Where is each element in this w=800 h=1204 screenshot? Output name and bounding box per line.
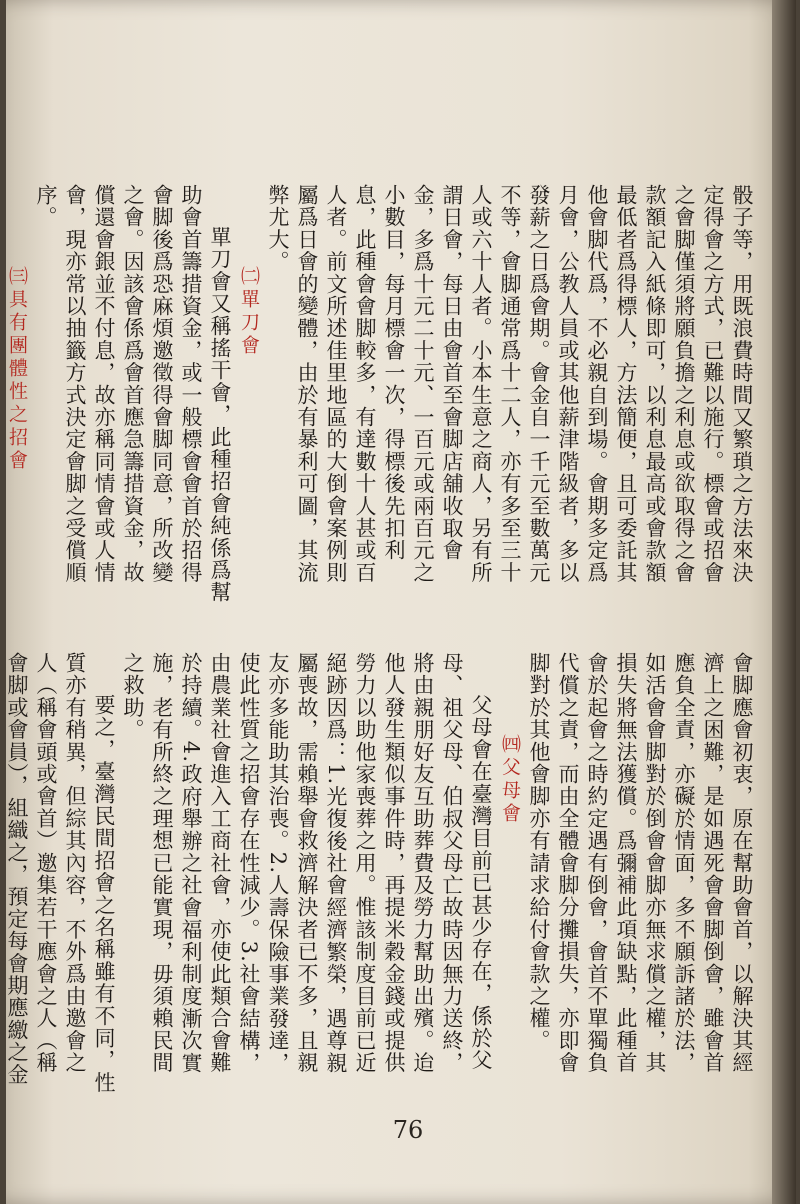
section-heading: ㈢具有團體性之招會 bbox=[6, 266, 28, 473]
lower-text-block bbox=[5, 652, 756, 1094]
paragraph bbox=[0, 184, 2, 604]
page-number: 76 bbox=[392, 1116, 424, 1144]
section-heading: ㈡單刀會 bbox=[238, 266, 260, 358]
section-heading: ㈣父母會 bbox=[499, 734, 521, 826]
book-spine bbox=[772, 0, 796, 1204]
paragraph: 骰子等，用既浪費時間又繁瑣之方法來決定得會之方式，已難以施行。標會或招會之會脚僅須將願負擔之利息或欲取得之會款額記入紙條即可，以利息最高或會款額最低者爲得標人，方法簡便，且可委託其他會脚代爲，不必親自到場。會期多定爲月會，公教人員或其他薪津階級者，多以發薪之日爲會期。會金自一千元至數萬元不等，會脚通常爲十二人，亦有多至三十人或六十人者。小本生意之商人，另有所謂日會，每日由會首至會脚店舖收取會金，多爲十元二十元、一百元或兩百元之小數目，每月標會一次，得標後先扣利息，此種會會脚較多，有達數十人甚或百人者。前文所述佳里地區的大倒會案例則屬爲日會的變體，由於有暴利可圖，其流弊尤大。 bbox=[266, 184, 754, 584]
paragraph: 單刀會又稱搖干會，此種招會純係爲幫助會首籌措資金，或一般標會會首於招得會脚後爲恐麻煩邀徵得會脚同意，所改變之會。因該會係爲會首應急籌措資金，故償還會銀並不付息，故亦稱同情會或人情會，現亦常以抽籤方式決定會脚之受償順序。 bbox=[34, 184, 232, 604]
paragraph: 父母會在臺灣目前已甚少存在，係於父母、祖父母、伯叔父母亡故時因無力送終，將由親朋好友互助葬費及勞力幫助出殯。迨他人發生類似事件時，再提米穀金錢或提供勞力以助他家喪葬之用。惟該制度目前已近絕跡因爲：1.光復後社會經濟繁榮，遇尊親屬喪故，需賴舉會救濟解決者已不多，且親友亦多能助其治喪。2.人壽保險事業發達，使此性質之招會存在性減少。3.社會結構，由農業社會進入工商社會，亦使此類合會難於持續。4.政府舉辦之社會福利制度漸次實施，老有所終之理想已能實現，毋須賴民間之救助。 bbox=[121, 652, 493, 1075]
upper-text-block bbox=[6, 184, 756, 604]
book-page bbox=[6, 0, 796, 1204]
paragraph: 會脚應會初衷，原在幫助會首，以解決其經濟上之困難，是如遇死會會脚倒會，雖會首應負全責，亦礙於情面，多不願訴諸於法，如活會會脚對於倒會會脚亦無求償之權，其損失將無法獲償。爲彌補此項缺點，此種首會於起會之時約定遇有倒會，會首不單獨負代償之責，而由全體會脚分攤損失，亦即會脚對於其他會脚亦有請求給付會款之權。 bbox=[527, 652, 754, 1074]
paragraph: 要之，臺灣民間招會之名稱雖有不同，性質亦有稍異，但綜其內容，不外爲由邀會之人（稱會頭或會首）邀集若干應會之人（稱會脚或會員），組織之，預定每會期應繳之金 bbox=[5, 652, 116, 1094]
